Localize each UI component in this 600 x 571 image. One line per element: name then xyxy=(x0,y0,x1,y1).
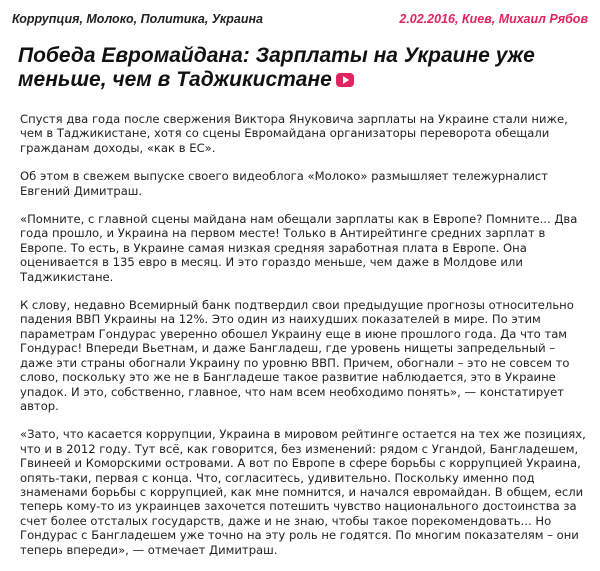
play-video-icon[interactable] xyxy=(336,73,354,87)
article-body xyxy=(20,112,586,571)
article-paragraph: К слову, недавно Всемирный банк подтвердил свои предыдущие прогнозы относительно падения ВВП Украины на 12%. Это один из наихудших показателей в мире. По этим параметрам Гондурас уверенно обошел Украину еще в июне прошлого года. Да что там Гондурас! Впереди Вьетнам, и даже Бангладеш, где уровень нищеты запредельный – даже эти страны обогнали Украину по уровню ВВП. Причем, обогнали – это не совсем то слово, поскольку это же не в Бангладеше такое развитие наблюдается, это в Украине упадок. И это, собственно, главное, что нам всем необходимо понять», — констатирует автор. xyxy=(20,298,574,413)
article-paragraph: Об этом в свежем выпуске своего видеоблога «Молоко» размышляет тележурналист Евгений Димитраш. xyxy=(20,169,549,198)
article-meta xyxy=(12,12,588,30)
article-title-text: Победа Евромайдана: Зарплаты на Украине уже меньше, чем в Таджикистане xyxy=(18,44,535,91)
article-paragraph: «Помните, с главной сцены майдана нам обещали зарплаты как в Европе? Помните... Два года прошло, и Украина на первом месте! Только в Антирейтинге средних зарплат в Европе. То есть, в Украине самая низкая средняя заработная плата в Европе. Она оценивается в 135 евро в месяц. И это гораздо меньше, чем даже в Молдове или Таджикистане. xyxy=(20,212,578,284)
article-paragraph: Спустя два года после свержения Виктора Януковича зарплаты на Украине стали ниже, чем в Таджикистане, хотя со сцены Евромайдана организаторы переворота обещали гражданам доходы, «как в ЕС». xyxy=(20,112,568,155)
article-title xyxy=(18,44,583,92)
article-paragraph: «Зато, что касается коррупции, Украина в мировом рейтинге остается на тех же позициях, что и в 2012 году. Тут всё, как говорится, без изменений: рядом с Угандой, Бангладешем, Гвинеей и Коморскими островами. А вот по Европе в сфере борьбы с коррупцией Украина, опять-таки, первая с конца. Что, согласитесь, удивительно. Поскольку именно под знаменами борьбы с коррупцией, как мне помнится, и начался евромайдан. В общем, если теперь кому-то из украинцев захочется потешить чувство национального достоинства за счет более отсталых государств, даже и не знаю, чтобы такое порекомендовать... Но Гондурас с Бангладешем уже точно на эту роль не годятся. По многим показателям – они теперь впереди», — отмечает Димитраш. xyxy=(20,427,586,557)
article-dateline: 2.02.2016, Киев, Михаил Рябов xyxy=(399,12,588,26)
article-tags[interactable]: Коррупция, Молоко, Политика, Украина xyxy=(12,12,263,26)
